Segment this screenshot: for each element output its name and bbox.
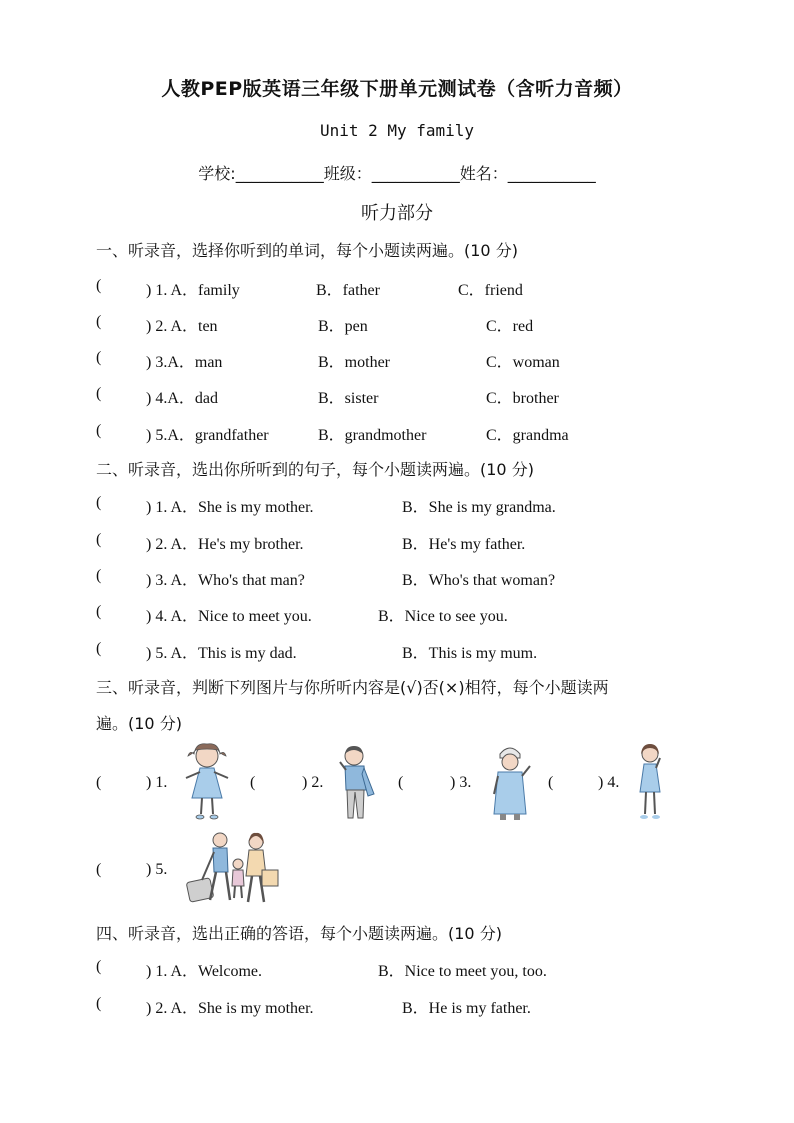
listening-part-label: 听力部分 <box>361 203 433 224</box>
grandma-picture <box>488 744 534 824</box>
section3-heading-line1: 三、听录音，判断下列图片与你所听内容是(√)否(×)相符，每个小题读两 <box>96 678 609 697</box>
s1-question-5 <box>96 422 716 446</box>
answer-paren: ( <box>96 385 102 402</box>
answer-paren: ( <box>96 567 102 584</box>
s3-picture-row-1 <box>96 742 716 822</box>
section1-heading: 一、听录音，选择你听到的单词，每个小题读两遍。(10 分) <box>96 241 518 260</box>
s4-question-1 <box>96 958 716 982</box>
answer-option-b: B．He is my father. <box>402 1000 531 1017</box>
section3-heading-line2: 遍。(10 分) <box>96 714 182 733</box>
answer-paren: ( <box>96 640 102 657</box>
s2-question-2 <box>96 531 716 555</box>
sentence-option-b: B．Who's that woman? <box>402 572 556 589</box>
sentence-option-b: B．This is my mum. <box>402 645 538 662</box>
question-option-a: ) 4.A．dad <box>146 390 218 407</box>
s1-question-1 <box>96 277 716 301</box>
girl-picture <box>184 742 230 822</box>
page-title: 人教PEP版英语三年级下册单元测试卷（含听力音频） <box>161 78 633 100</box>
answer-paren: ( <box>398 774 404 791</box>
answer-paren: ( <box>96 313 102 330</box>
answer-paren: ( <box>96 531 102 548</box>
question-option-b: B．grandmother <box>318 427 427 444</box>
sentence-option-a: ) 2. A．He's my brother. <box>146 536 304 553</box>
question-option-c: C．brother <box>486 390 559 407</box>
answer-paren: ( <box>96 995 102 1012</box>
unit-subtitle: Unit 2 My family <box>319 121 475 140</box>
sentence-option-b: B．She is my grandma. <box>402 499 556 516</box>
question-option-c: C．woman <box>486 354 560 371</box>
answer-paren: ( <box>250 774 256 791</box>
man-picture <box>334 744 380 824</box>
sentence-option-a: ) 3. A．Who's that man? <box>146 572 305 589</box>
answer-paren: ( <box>96 774 102 791</box>
sentence-option-a: ) 4. A．Nice to meet you. <box>146 608 312 625</box>
picture-question-label: ) 1. <box>146 774 168 791</box>
picture-question-label: ) 5. <box>146 861 168 878</box>
answer-paren: ( <box>96 861 102 878</box>
answer-paren: ( <box>96 494 102 511</box>
answer-paren: ( <box>96 422 102 439</box>
picture-question-label: ) 3. <box>450 774 472 791</box>
answer-option-a: ) 1. A．Welcome. <box>146 963 263 980</box>
section2-heading: 二、听录音，选出你所听到的句子，每个小题读两遍。(10 分) <box>96 460 534 479</box>
sentence-option-a: ) 1. A．She is my mother. <box>146 499 314 516</box>
s1-question-2 <box>96 313 716 337</box>
question-option-b: B．father <box>316 282 380 299</box>
question-option-b: B．pen <box>318 318 368 335</box>
answer-option-a: ) 2. A．She is my mother. <box>146 1000 314 1017</box>
picture-question-label: ) 2. <box>302 774 324 791</box>
question-option-c: C．red <box>486 318 534 335</box>
answer-paren: ( <box>96 958 102 975</box>
family-picture <box>186 830 282 908</box>
question-option-a: ) 2. A．ten <box>146 318 218 335</box>
question-option-c: C．grandma <box>486 427 569 444</box>
s4-question-2 <box>96 995 716 1019</box>
answer-paren: ( <box>548 774 554 791</box>
sister-picture <box>634 742 664 822</box>
answer-paren: ( <box>96 603 102 620</box>
section4-heading: 四、听录音，选出正确的答语，每个小题读两遍。(10 分) <box>96 924 502 943</box>
question-option-c: C．friend <box>458 282 523 299</box>
s2-question-4 <box>96 603 716 627</box>
question-option-b: B．mother <box>318 354 390 371</box>
question-option-a: ) 3.A．man <box>146 354 223 371</box>
sentence-option-b: B．He's my father. <box>402 536 526 553</box>
question-option-a: ) 5.A．grandfather <box>146 427 269 444</box>
s1-question-4 <box>96 385 716 409</box>
s2-question-5 <box>96 640 716 664</box>
question-option-a: ) 1. A．family <box>146 282 240 299</box>
s2-question-1 <box>96 494 716 518</box>
answer-paren: ( <box>96 349 102 366</box>
s1-question-3 <box>96 349 716 373</box>
student-info-line: 学校:___________班级：___________姓名：___________ <box>198 164 596 183</box>
question-option-b: B．sister <box>318 390 379 407</box>
sentence-option-a: ) 5. A．This is my dad. <box>146 645 297 662</box>
s3-picture-row-2 <box>96 830 716 910</box>
answer-paren: ( <box>96 277 102 294</box>
answer-option-b: B．Nice to meet you, too. <box>378 963 547 980</box>
sentence-option-b: B．Nice to see you. <box>378 608 508 625</box>
picture-question-label: ) 4. <box>598 774 620 791</box>
s2-question-3 <box>96 567 716 591</box>
